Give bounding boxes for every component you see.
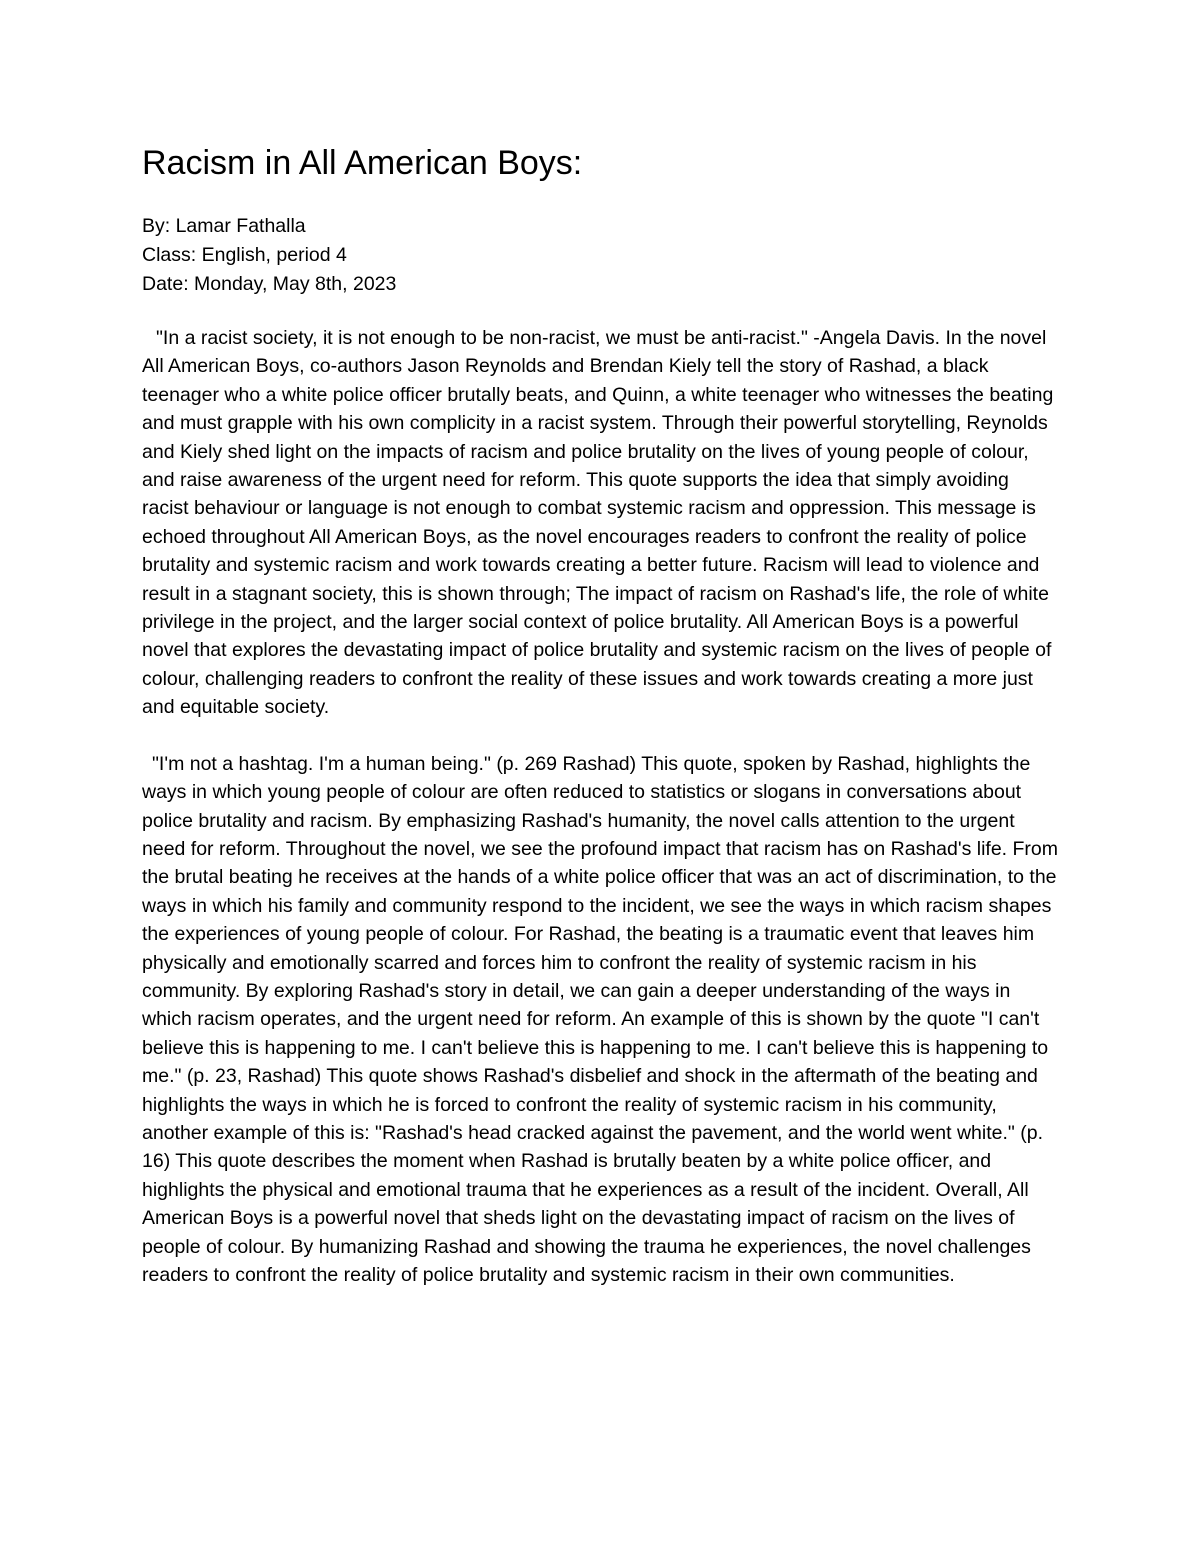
document-title: Racism in All American Boys: — [142, 144, 583, 182]
author-line: By: Lamar Fathalla — [142, 215, 306, 237]
date-line: Date: Monday, May 8th, 2023 — [142, 273, 397, 295]
body-paragraph-intro: "In a racist society, it is not enough to be non-racist, we must be anti-racist." -Angela Davis. In the novel All American Boys, co-authors Jason Reynolds and Brendan Kiely tell the story of Rashad, a black teenager who a white police officer brutally beats, and Quinn, a white teenager who witnesses the beating and must grapple with his own complicity in a racist system. Through their powerful storytelling, Reynolds and Kiely shed light on the impacts of racism and police brutality on the lives of young people of colour, and raise awareness of the urgent need for reform. This quote supports the idea that simply avoiding racist behaviour or language is not enough to combat systemic racism and oppression. This message is echoed throughout All American Boys, as the novel encourages readers to confront the reality of police brutality and systemic racism and work towards creating a better future. Racism will lead to violence and result in a stagnant society, this is shown through; The impact of racism on Rashad's life, the role of white privilege in the project, and the larger social context of police brutality. All American Boys is a powerful novel that explores the devastating impact of police brutality and systemic racism on the lives of people of colour, challenging readers to confront the reality of these issues and work towards creating a more just and equitable society. — [142, 327, 1054, 719]
class-line: Class: English, period 4 — [142, 244, 347, 266]
body-paragraph-rashad: "I'm not a hashtag. I'm a human being." (p. 269 Rashad) This quote, spoken by Rashad, highlights the ways in which young people of colour are often reduced to statistics or slogans in conversations about police brutality and racism. By emphasizing Rashad's humanity, the novel calls attention to the urgent need for reform. Throughout the novel, we see the profound impact that racism has on Rashad's life. From the brutal beating he receives at the hands of a white police officer that was an act of discrimination, to the ways in which his family and community respond to the incident, we see the ways in which racism shapes the experiences of young people of colour. For Rashad, the beating is a traumatic event that leaves him physically and emotionally scarred and forces him to confront the reality of systemic racism in his community. By exploring Rashad's story in detail, we can gain a deeper understanding of the ways in which racism operates, and the urgent need for reform. An example of this is shown by the quote "I can't believe this is happening to me. I can't believe this is happening to me. I can't believe this is happening to me." (p. 23, Rashad) This quote shows Rashad's disbelief and shock in the aftermath of the beating and highlights the ways in which he is forced to confront the reality of systemic racism in his community, another example of this is: "Rashad's head cracked against the pavement, and the world went white." (p. 16) This quote describes the moment when Rashad is brutally beaten by a white police officer, and highlights the physical and emotional trauma that he experiences as a result of the incident. Overall, All American Boys is a powerful novel that sheds light on the devastating impact of racism on the lives of people of colour. By humanizing Rashad and showing the trauma he experiences, the novel challenges readers to confront the reality of police brutality and systemic racism in their own communities. — [142, 752, 1059, 1286]
document-meta — [142, 212, 1060, 299]
document-page — [142, 140, 1060, 1289]
